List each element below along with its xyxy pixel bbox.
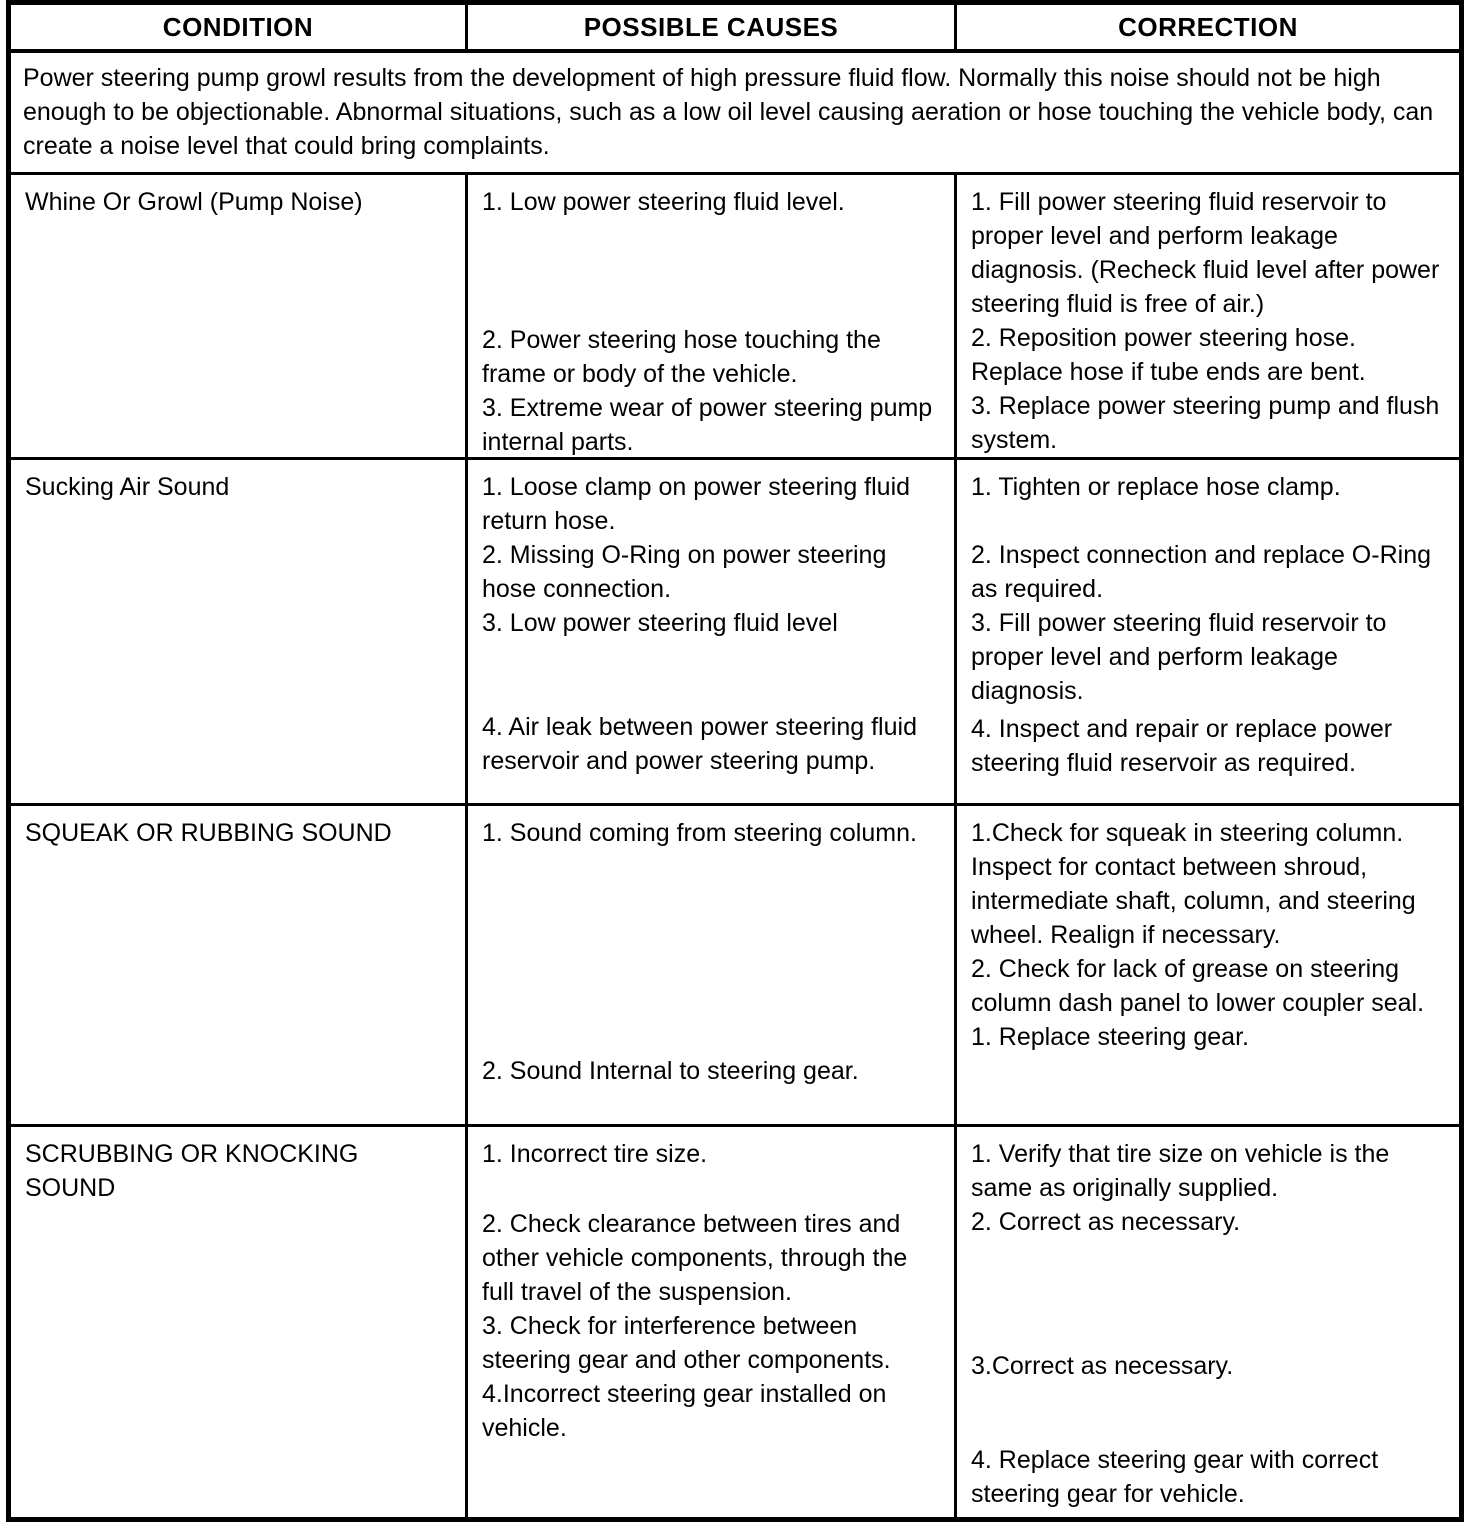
cause-item: 1. Incorrect tire size. bbox=[482, 1140, 708, 1168]
correction-item: 1.Check for squeak in steering column. Inspect for contact between shroud, intermediate shaft, column, and steering wheel. Realign if necessary. bbox=[971, 819, 1416, 949]
header-correction: CORRECTION bbox=[1118, 11, 1298, 42]
condition-text: SCRUBBING OR KNOCKING SOUND bbox=[25, 1140, 359, 1202]
condition-cell bbox=[11, 1127, 468, 1517]
header-possible-causes: POSSIBLE CAUSES bbox=[468, 5, 957, 49]
cause-item: 3. Extreme wear of power steering pump internal parts. bbox=[482, 394, 933, 456]
correction-item: 1. Tighten or replace hose clamp. bbox=[971, 473, 1341, 501]
intro-text: Power steering pump growl results from the development of high pressure fluid flow. Normally this noise should not be high enough to be objectionable. Abnormal situations, such as a low oil level causing aeration or hose touching the vehicle body, can create a noise level that could bring complaints. bbox=[23, 64, 1434, 160]
cause-item: 4.Incorrect steering gear installed on vehicle. bbox=[482, 1380, 887, 1442]
header-condition: CONDITION bbox=[11, 5, 468, 49]
correction-cell bbox=[957, 460, 1459, 803]
correction-item: 2. Correct as necessary. bbox=[971, 1208, 1241, 1236]
correction-item: 1. Verify that tire size on vehicle is the same as originally supplied. bbox=[971, 1140, 1390, 1202]
cause-item: 2. Missing O-Ring on power steering hose connection. bbox=[482, 541, 887, 603]
intro-row bbox=[11, 53, 1459, 175]
cause-item: 3. Low power steering fluid level bbox=[482, 609, 838, 637]
causes-cell bbox=[468, 806, 957, 1124]
correction-item: 2. Inspect connection and replace O-Ring as required. bbox=[971, 541, 1431, 603]
cause-item: 1. Loose clamp on power steering fluid return hose. bbox=[482, 473, 911, 535]
cause-item: 4. Air leak between power steering fluid reservoir and power steering pump. bbox=[482, 713, 917, 775]
table-row bbox=[11, 1127, 1459, 1517]
correction-item: 2. Reposition power steering hose. Replace hose if tube ends are bent. bbox=[971, 324, 1366, 386]
condition-cell bbox=[11, 175, 468, 457]
correction-item: 2. Check for lack of grease on steering column dash panel to lower coupler seal. bbox=[971, 955, 1425, 1017]
correction-cell bbox=[957, 175, 1459, 457]
condition-cell bbox=[11, 460, 468, 803]
condition-text: Whine Or Growl (Pump Noise) bbox=[25, 188, 363, 216]
correction-item: 4. Replace steering gear with correct steering gear for vehicle. bbox=[971, 1446, 1379, 1508]
cause-item: 2. Check clearance between tires and other vehicle components, through the full travel of the suspension. bbox=[482, 1210, 908, 1306]
correction-item: 1. Fill power steering fluid reservoir to proper level and perform leakage diagnosis. (Recheck fluid level after power steering fluid is free of air.) bbox=[971, 188, 1440, 318]
table-row bbox=[11, 460, 1459, 806]
table-header-row bbox=[11, 5, 1459, 53]
cause-item: 1. Low power steering fluid level. bbox=[482, 188, 845, 216]
correction-cell bbox=[957, 806, 1459, 1124]
diagnosis-table bbox=[6, 0, 1464, 1522]
causes-cell bbox=[468, 460, 957, 803]
condition-text: SQUEAK OR RUBBING SOUND bbox=[25, 819, 392, 847]
table-row bbox=[11, 175, 1459, 460]
causes-cell bbox=[468, 175, 957, 457]
correction-item: 4. Inspect and repair or replace power steering fluid reservoir as required. bbox=[971, 715, 1393, 777]
table-row bbox=[11, 806, 1459, 1127]
table-body bbox=[11, 175, 1459, 1517]
cause-item: 2. Power steering hose touching the frame or body of the vehicle. bbox=[482, 326, 881, 388]
cause-item: 2. Sound Internal to steering gear. bbox=[482, 1057, 859, 1085]
correction-item: 3. Fill power steering fluid reservoir to proper level and perform leakage diagnosis. bbox=[971, 609, 1387, 705]
cause-item: 3. Check for interference between steering gear and other components. bbox=[482, 1312, 891, 1374]
correction-cell bbox=[957, 1127, 1459, 1517]
condition-text: Sucking Air Sound bbox=[25, 473, 230, 501]
correction-item: 3.Correct as necessary. bbox=[971, 1352, 1234, 1380]
correction-item: 3. Replace power steering pump and flush system. bbox=[971, 392, 1440, 454]
causes-cell bbox=[468, 1127, 957, 1517]
correction-item: 1. Replace steering gear. bbox=[971, 1023, 1249, 1051]
cause-item: 1. Sound coming from steering column. bbox=[482, 819, 917, 847]
condition-cell bbox=[11, 806, 468, 1124]
